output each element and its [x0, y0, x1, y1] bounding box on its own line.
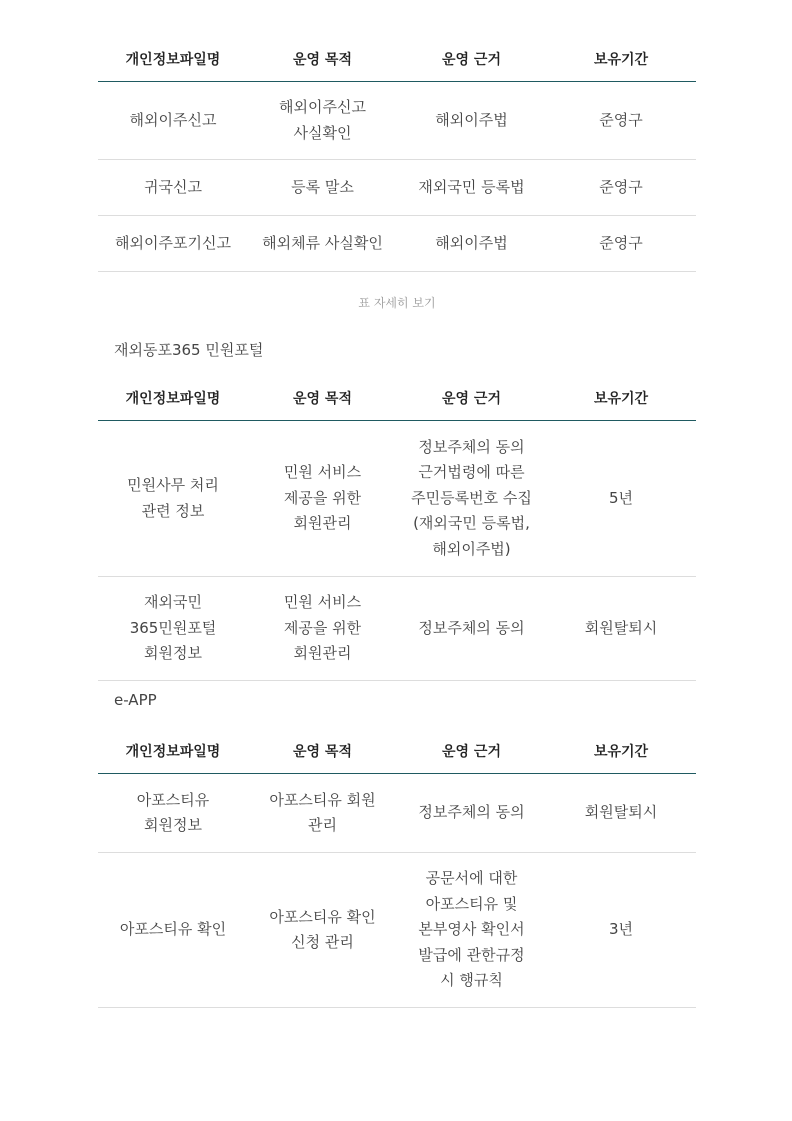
table-row [98, 577, 696, 681]
header-file-name: 개인정보파일명 [98, 36, 248, 82]
cell-retention: 회원탈퇴시 [546, 577, 696, 681]
view-table-details-link[interactable]: 표 자세히 보기 [358, 296, 436, 310]
header-basis: 운영 근거 [397, 36, 546, 82]
cell-file-name: 해외이주신고 [98, 82, 248, 160]
table2 [98, 375, 696, 681]
header-basis: 운영 근거 [397, 728, 546, 774]
section-title-e-app: e-APP [114, 691, 157, 709]
cell-retention: 준영구 [546, 160, 696, 216]
table-header-row [98, 36, 696, 82]
cell-file-name: 재외국민 365민원포털 회원정보 [98, 577, 248, 681]
table2-container [98, 375, 696, 681]
cell-purpose: 해외체류 사실확인 [248, 216, 397, 272]
cell-basis: 정보주체의 동의 [397, 577, 546, 681]
cell-purpose: 민원 서비스 제공을 위한 회원관리 [248, 577, 397, 681]
table-header-row [98, 728, 696, 774]
header-purpose: 운영 목적 [248, 728, 397, 774]
cell-basis: 정보주체의 동의 [397, 774, 546, 853]
cell-file-name: 아포스티유 회원정보 [98, 774, 248, 853]
cell-basis: 공문서에 대한 아포스티유 및 본부영사 확인서 발급에 관한규정 시 행규칙 [397, 853, 546, 1008]
cell-retention: 5년 [546, 421, 696, 577]
cell-basis: 해외이주법 [397, 82, 546, 160]
section-title-minwon-portal: 재외동포365 민원포털 [114, 341, 264, 359]
cell-file-name: 아포스티유 확인 [98, 853, 248, 1008]
table3-container [98, 728, 696, 1008]
table-row [98, 421, 696, 577]
cell-basis: 정보주체의 동의 근거법령에 따른 주민등록번호 수집 (재외국민 등록법, 해외이주법) [397, 421, 546, 577]
cell-file-name: 해외이주포기신고 [98, 216, 248, 272]
table-row [98, 216, 696, 272]
header-retention: 보유기간 [546, 36, 696, 82]
cell-purpose: 해외이주신고 사실확인 [248, 82, 397, 160]
cell-retention: 3년 [546, 853, 696, 1008]
cell-basis: 재외국민 등록법 [397, 160, 546, 216]
table1-container [98, 36, 696, 272]
cell-retention: 준영구 [546, 216, 696, 272]
table3 [98, 728, 696, 1008]
table1 [98, 36, 696, 272]
table-header-row [98, 375, 696, 421]
cell-file-name: 민원사무 처리 관련 정보 [98, 421, 248, 577]
header-retention: 보유기간 [546, 375, 696, 421]
cell-basis: 해외이주법 [397, 216, 546, 272]
table-row [98, 774, 696, 853]
header-file-name: 개인정보파일명 [98, 728, 248, 774]
header-retention: 보유기간 [546, 728, 696, 774]
header-purpose: 운영 목적 [248, 375, 397, 421]
cell-retention: 회원탈퇴시 [546, 774, 696, 853]
table-row [98, 160, 696, 216]
table-row [98, 82, 696, 160]
cell-purpose: 아포스티유 회원 관리 [248, 774, 397, 853]
header-purpose: 운영 목적 [248, 36, 397, 82]
cell-file-name: 귀국신고 [98, 160, 248, 216]
header-basis: 운영 근거 [397, 375, 546, 421]
cell-purpose: 민원 서비스 제공을 위한 회원관리 [248, 421, 397, 577]
cell-retention: 준영구 [546, 82, 696, 160]
cell-purpose: 아포스티유 확인 신청 관리 [248, 853, 397, 1008]
cell-purpose: 등록 말소 [248, 160, 397, 216]
header-file-name: 개인정보파일명 [98, 375, 248, 421]
table-row [98, 853, 696, 1008]
